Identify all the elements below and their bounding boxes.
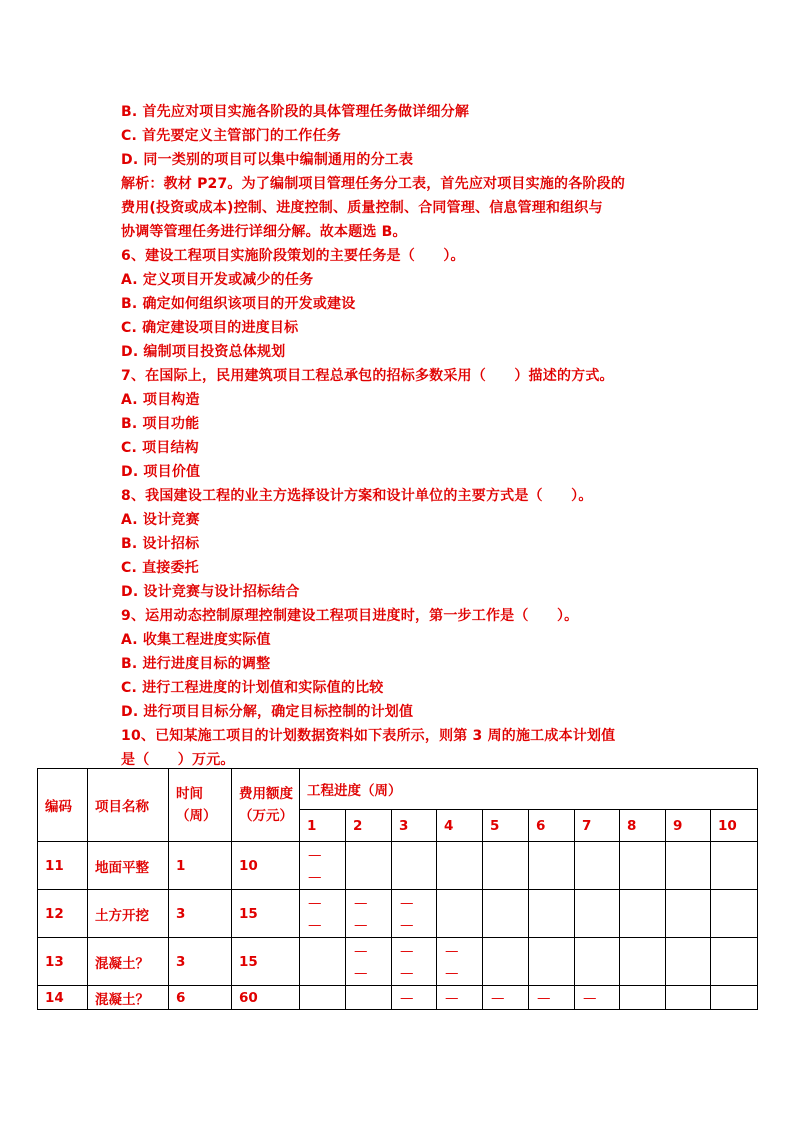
progress-dash: —: [354, 916, 368, 933]
progress-cell: [346, 890, 392, 938]
empty-cell: [300, 938, 346, 986]
empty-cell: [575, 938, 620, 986]
q7-option-d: D. 项目价值: [121, 464, 201, 480]
empty-cell: [620, 890, 666, 938]
progress-cell: [392, 938, 437, 986]
week-header: 3: [392, 810, 437, 842]
q7-option-a: A. 项目构造: [121, 392, 200, 408]
progress-dash: —: [400, 942, 414, 959]
progress-dash: —: [354, 964, 368, 981]
table-row: [38, 986, 758, 1010]
header-code: 编码: [38, 769, 88, 842]
header-cost: 费用额度（万元）: [232, 769, 300, 842]
empty-cell: [666, 890, 711, 938]
empty-cell: [437, 890, 483, 938]
progress-dash: —: [400, 989, 414, 1006]
empty-cell: [483, 890, 529, 938]
progress-dash: —: [308, 916, 322, 933]
empty-cell: [711, 938, 758, 986]
progress-dash: —: [400, 894, 414, 911]
empty-cell: [346, 842, 392, 890]
q6-option-b: B. 确定如何组织该项目的开发或建设: [121, 296, 356, 312]
progress-dash: —: [445, 942, 459, 959]
row-name: 混凝土？: [88, 986, 169, 1010]
q7-option-c: C. 项目结构: [121, 440, 199, 456]
question-8: 8、我国建设工程的业主方选择设计方案和设计单位的主要方式是（ ）。: [121, 488, 593, 504]
row-name: 混凝土？: [88, 938, 169, 986]
q6-option-d: D. 编制项目投资总体规划: [121, 344, 286, 360]
progress-dash: —: [445, 989, 459, 1006]
q8-option-d: D. 设计竞赛与设计招标结合: [121, 584, 300, 600]
empty-cell: [620, 938, 666, 986]
empty-cell: [346, 986, 392, 1010]
empty-cell: [529, 842, 575, 890]
progress-dash: —: [445, 964, 459, 981]
empty-cell: [711, 986, 758, 1010]
week-header: 10: [711, 810, 758, 842]
empty-cell: [620, 842, 666, 890]
week-header: 9: [666, 810, 711, 842]
option-b-line: B. 首先应对项目实施各阶段的具体管理任务做详细分解: [121, 104, 470, 120]
progress-dash: —: [354, 942, 368, 959]
empty-cell: [666, 842, 711, 890]
row-code: 12: [38, 890, 88, 938]
progress-cell: [392, 890, 437, 938]
progress-dash: —: [583, 989, 597, 1006]
header-time: 时间（周）: [169, 769, 232, 842]
empty-cell: [575, 890, 620, 938]
q7-option-b: B. 项目功能: [121, 416, 200, 432]
week-header: 7: [575, 810, 620, 842]
week-header: 5: [483, 810, 529, 842]
progress-dash: —: [537, 989, 551, 1006]
row-cost: 60: [232, 986, 300, 1010]
option-d-line: D. 同一类别的项目可以集中编制通用的分工表: [121, 152, 414, 168]
week-header: 8: [620, 810, 666, 842]
analysis-line-1: 解析：教材 P27。为了编制项目管理任务分工表，首先应对项目实施的各阶段的: [121, 176, 626, 192]
progress-cell: [529, 986, 575, 1010]
row-time: 3: [169, 890, 232, 938]
empty-cell: [300, 986, 346, 1010]
option-c-line: C. 首先要定义主管部门的工作任务: [121, 128, 341, 144]
progress-cell: [437, 938, 483, 986]
question-6: 6、建设工程项目实施阶段策划的主要任务是（ ）。: [121, 248, 465, 264]
row-time: 3: [169, 938, 232, 986]
empty-cell: [529, 890, 575, 938]
header-progress: 工程进度（周）: [300, 769, 758, 810]
question-text-block: [121, 100, 681, 772]
progress-cell: [300, 842, 346, 890]
row-name: 土方开挖: [88, 890, 169, 938]
progress-dash: —: [308, 894, 322, 911]
empty-cell: [666, 938, 711, 986]
question-7: 7、在国际上，民用建筑项目工程总承包的招标多数采用（ ）描述的方式。: [121, 368, 614, 384]
q8-option-a: A. 设计竞赛: [121, 512, 200, 528]
analysis-line-2: 费用(投资或成本)控制、进度控制、质量控制、合同管理、信息管理和组织与: [121, 200, 603, 216]
empty-cell: [437, 842, 483, 890]
progress-dash: —: [354, 894, 368, 911]
q8-option-b: B. 设计招标: [121, 536, 200, 552]
row-cost: 15: [232, 890, 300, 938]
row-code: 11: [38, 842, 88, 890]
empty-cell: [575, 842, 620, 890]
q6-option-a: A. 定义项目开发或减少的任务: [121, 272, 314, 288]
q9-option-d: D. 进行项目目标分解，确定目标控制的计划值: [121, 704, 414, 720]
progress-dash: —: [308, 846, 322, 863]
empty-cell: [483, 938, 529, 986]
table-row: [38, 842, 758, 890]
week-header: 4: [437, 810, 483, 842]
week-header: 6: [529, 810, 575, 842]
q9-option-a: A. 收集工程进度实际值: [121, 632, 271, 648]
header-name: 项目名称: [88, 769, 169, 842]
row-code: 13: [38, 938, 88, 986]
table-row: [38, 890, 758, 938]
row-time: 6: [169, 986, 232, 1010]
empty-cell: [620, 986, 666, 1010]
table-header-row: [38, 769, 758, 810]
empty-cell: [711, 842, 758, 890]
row-cost: 10: [232, 842, 300, 890]
row-time: 1: [169, 842, 232, 890]
week-header: 2: [346, 810, 392, 842]
empty-cell: [529, 938, 575, 986]
week-header: 1: [300, 810, 346, 842]
progress-cell: [437, 986, 483, 1010]
row-name: 地面平整: [88, 842, 169, 890]
progress-dash: —: [400, 916, 414, 933]
progress-dash: —: [491, 989, 505, 1006]
progress-cell: [575, 986, 620, 1010]
progress-cell: [346, 938, 392, 986]
progress-cell: [300, 890, 346, 938]
q9-option-b: B. 进行进度目标的调整: [121, 656, 271, 672]
progress-dash: —: [308, 868, 322, 885]
empty-cell: [711, 890, 758, 938]
table-row: [38, 938, 758, 986]
progress-dash: —: [400, 964, 414, 981]
progress-cell: [392, 986, 437, 1010]
q6-option-c: C. 确定建设项目的进度目标: [121, 320, 299, 336]
empty-cell: [483, 842, 529, 890]
question-9: 9、运用动态控制原理控制建设工程项目进度时，第一步工作是（ ）。: [121, 608, 579, 624]
progress-cell: [483, 986, 529, 1010]
schedule-table: [37, 768, 758, 1010]
analysis-line-3: 协调等管理任务进行详细分解。故本题选 B。: [121, 224, 407, 240]
q9-option-c: C. 进行工程进度的计划值和实际值的比较: [121, 680, 384, 696]
row-code: 14: [38, 986, 88, 1010]
q8-option-c: C. 直接委托: [121, 560, 199, 576]
empty-cell: [392, 842, 437, 890]
row-cost: 15: [232, 938, 300, 986]
question-10-line-2: 是（ ）万元。: [121, 752, 235, 768]
question-10-line-1: 10、已知某施工项目的计划数据资料如下表所示，则第 3 周的施工成本计划值: [121, 728, 616, 744]
empty-cell: [666, 986, 711, 1010]
